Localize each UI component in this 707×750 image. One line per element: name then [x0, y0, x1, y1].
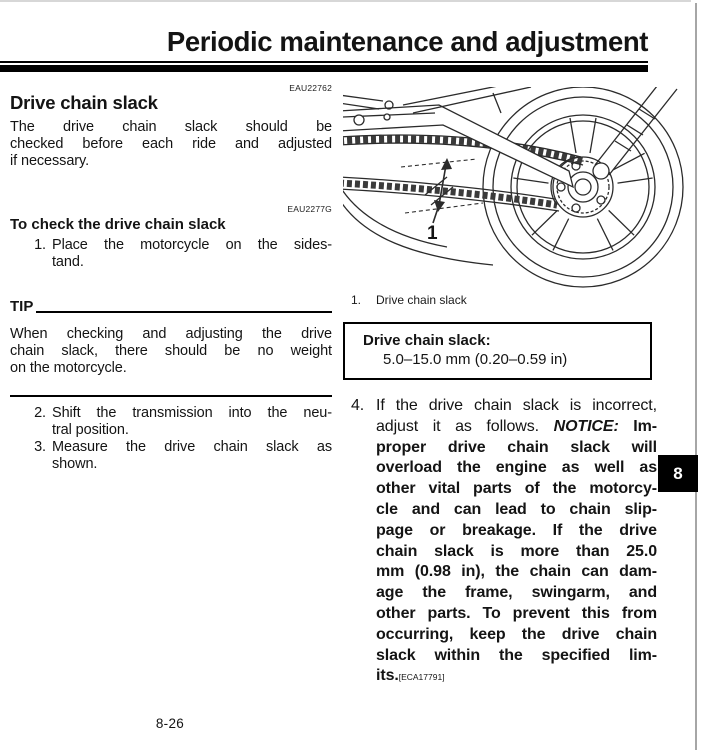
step-text: Shift the transmission into the neu- tral position.	[52, 405, 332, 438]
figure-caption	[351, 293, 467, 307]
step-number: 3.	[34, 439, 46, 455]
subsection-code: EAU2277G	[287, 204, 332, 214]
title-rule-thin	[0, 61, 648, 63]
page-top-edge-line	[0, 0, 691, 2]
figure-callout-1: 1	[427, 223, 438, 244]
step-number: 4.	[351, 397, 365, 414]
page-number: 8-26	[155, 716, 185, 731]
step-item-1	[10, 237, 332, 271]
tip-bottom-rule	[10, 395, 332, 397]
step-item-2	[10, 405, 332, 439]
intro-paragraph: The drive chain slack should be checked before each ride and adjusted if necessary.	[10, 119, 332, 169]
suspension-strut	[593, 87, 677, 179]
tip-header	[10, 299, 332, 315]
tip-paragraph: When checking and adjusting the drive chain slack, there should be no weight on the motorcycle.	[10, 326, 332, 376]
step-item-3	[10, 439, 332, 473]
subsection-heading: To check the drive chain slack	[10, 216, 226, 233]
chapter-tab-8: 8	[658, 455, 698, 492]
spec-box-value: 5.0–15.0 mm (0.20–0.59 in)	[383, 351, 568, 368]
page-title: Periodic maintenance and adjustment	[166, 26, 648, 57]
figure-caption-number: 1.	[351, 293, 362, 307]
chain-slack-illustration	[343, 87, 697, 290]
chain-slack-figure-svg	[343, 87, 697, 290]
step-item-4	[351, 396, 657, 688]
section-heading: Drive chain slack	[10, 92, 158, 113]
frame-tubes	[343, 95, 393, 109]
step-text: If the drive chain slack is incorrect, adjust it as follows. NOTICE: Im- proper drive chain slack will overload the engine as well as other vital parts of the motorcy- cle and can lead to chain slip- page or breakage. If the drive chain slack is more than 25.0 mm (0.98 in), the chain can dam- age the frame, swingarm, and other parts. To prevent this from occurring, keep the drive chain slack within the specified lim- its.[ECA17791]	[376, 397, 658, 685]
tip-label: TIP	[10, 298, 34, 315]
slack-measurement-callout	[401, 158, 483, 244]
spec-box-title: Drive chain slack:	[363, 332, 491, 349]
step-text: Measure the drive chain slack as shown.	[52, 439, 332, 472]
tip-header-rule	[36, 311, 332, 313]
step-number: 2.	[34, 405, 46, 421]
section-code: EAU22762	[289, 83, 332, 93]
spec-box	[343, 322, 652, 380]
figure-caption-text: Drive chain slack	[376, 293, 467, 307]
step-text: Place the motorcycle on the sides- tand.	[52, 237, 332, 270]
title-rule-thick	[0, 65, 648, 72]
step-number: 1.	[34, 237, 46, 253]
